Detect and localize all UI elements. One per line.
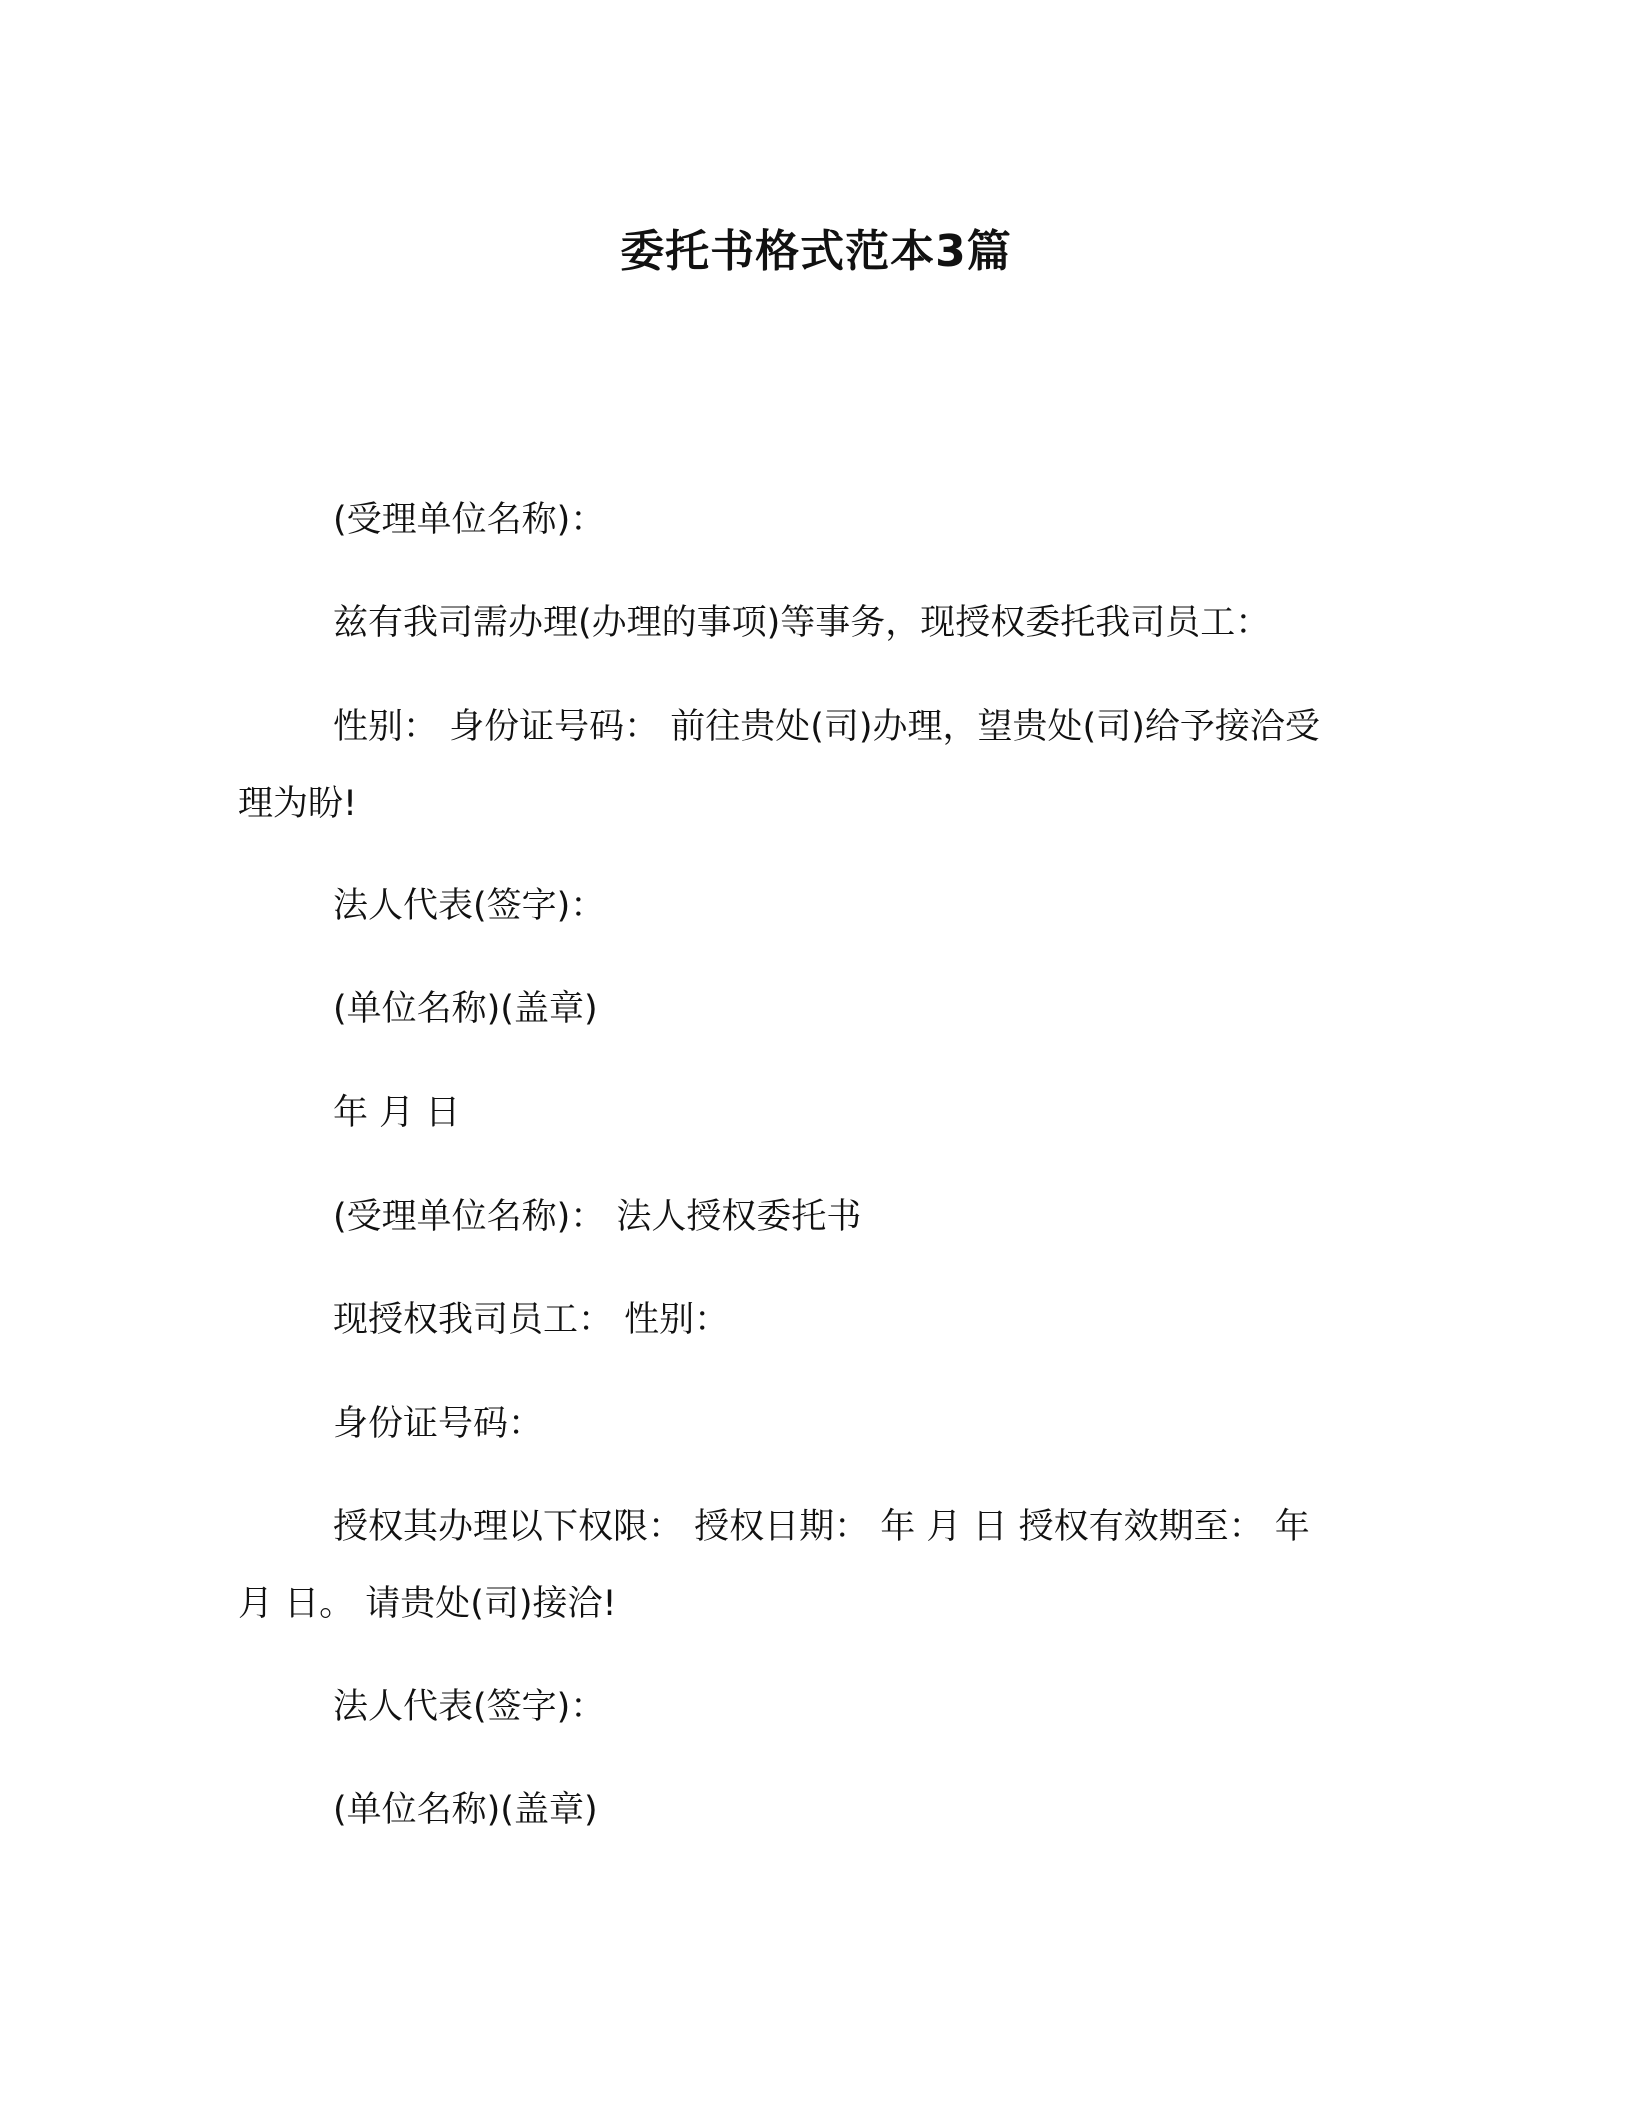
recipient-line: (受理单位名称)： (333, 500, 606, 540)
seal-line: (单位名称)(盖章) (333, 989, 598, 1029)
paragraph-line: 兹有我司需办理(办理的事项)等事务，现授权委托我司员工： (333, 603, 1271, 643)
paragraph-line-continued: 月 日。 请贵处(司)接洽! (238, 1584, 617, 1624)
paragraph-line: 授权其办理以下权限： 授权日期： 年 月 日 授权有效期至： 年 (333, 1507, 1310, 1547)
signature-line: 法人代表(签字)： (333, 1687, 606, 1727)
seal-line: (单位名称)(盖章) (333, 1790, 598, 1830)
document-title: 委托书格式范本3篇 (620, 226, 1012, 277)
paragraph-line-continued: 理为盼! (238, 784, 358, 824)
paragraph-line: 现授权我司员工： 性别： (333, 1300, 730, 1340)
paragraph-line: 身份证号码： (333, 1404, 544, 1444)
signature-line: 法人代表(签字)： (333, 886, 606, 926)
paragraph-line: 性别： 身份证号码： 前往贵处(司)办理，望贵处(司)给予接洽受 (333, 707, 1320, 747)
recipient-line: (受理单位名称)： 法人授权委托书 (333, 1197, 862, 1237)
date-line: 年 月 日 (333, 1093, 461, 1133)
